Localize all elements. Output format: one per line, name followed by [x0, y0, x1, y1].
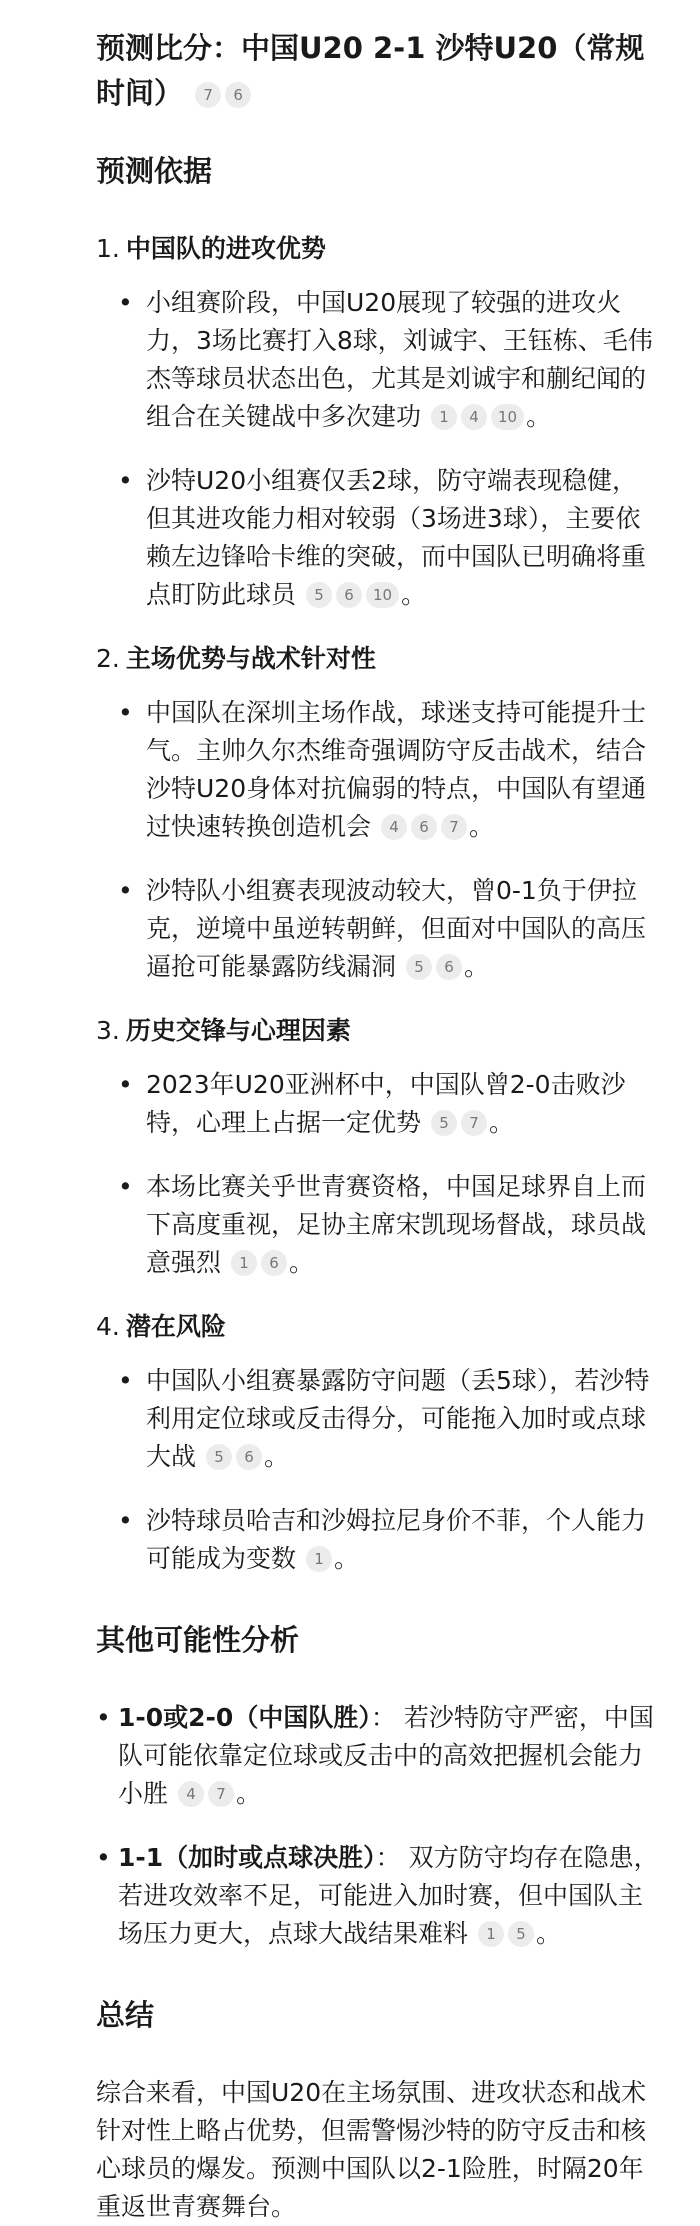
list-item: [118, 872, 660, 986]
list-item-text: 沙特球员哈吉和沙姆拉尼身价不菲，个人能力可能成为变数: [146, 1506, 647, 1573]
list-item-end: 。: [535, 1919, 561, 1948]
list-item-end: 。: [333, 1544, 359, 1573]
scenario-label: 1-0或2-0（中国队胜）: [118, 1703, 371, 1732]
other-heading: 其他可能性分析: [96, 1623, 300, 1657]
citation-badge[interactable]: 1: [478, 1921, 504, 1947]
list-item: [118, 462, 660, 614]
citation-badge[interactable]: 1: [431, 404, 457, 430]
item-number: 1.: [96, 234, 120, 263]
item-label: 中国队的进攻优势: [125, 234, 326, 263]
citation-badge[interactable]: 4: [461, 404, 487, 430]
citation-badge[interactable]: 1: [231, 1250, 257, 1276]
sub-list: [118, 284, 660, 614]
list-item: [118, 1362, 660, 1476]
citation-badge[interactable]: 7: [441, 814, 467, 840]
list-item: [96, 1839, 660, 1953]
item-number: 4.: [96, 1312, 120, 1341]
list-item-end: 。: [263, 1442, 289, 1471]
list-item-end: 。: [235, 1779, 261, 1808]
separator: ：: [375, 1843, 401, 1872]
list-item-text: 双方防守均存在隐患，若进攻效率不足，可能进入加时赛，但中国队主场压力更大，点球大战结果难料: [118, 1843, 659, 1948]
list-item: [96, 1699, 660, 1813]
scenario-label: 1-1（加时或点球决胜）: [118, 1843, 376, 1872]
sub-list: [118, 1362, 660, 1578]
basis-item-attack: [96, 230, 660, 268]
item-label: 历史交锋与心理因素: [125, 1016, 351, 1045]
sub-list: [118, 1066, 660, 1282]
list-item-text: 沙特队小组赛表现波动较大，曾0-1负于伊拉克，逆境中虽逆转朝鲜，但面对中国队的高压逼抢可能暴露防线漏洞: [146, 876, 647, 981]
citation-badge[interactable]: 5: [431, 1110, 457, 1136]
sub-list: [118, 694, 660, 986]
list-item: [118, 1502, 660, 1578]
list-item-text: 小组赛阶段，中国U20展现了较强的进攻火力，3场比赛打入8球，刘诚宇、王钰栋、毛伟杰等球员状态出色，尤其是刘诚宇和蒯纪闻的组合在关键战中多次建功: [146, 288, 653, 431]
citation-badge[interactable]: 5: [508, 1921, 534, 1947]
list-item: [118, 284, 660, 436]
list-item-text: 沙特U20小组赛仅丢2球，防守端表现稳健，但其进攻能力相对较弱（3场进3球），主要依赖左边锋哈卡维的突破，而中国队已明确将重点盯防此球员: [146, 466, 647, 609]
citation-badge[interactable]: 6: [411, 814, 437, 840]
citation-badge[interactable]: 10: [366, 582, 399, 608]
citation-badge[interactable]: 5: [206, 1444, 232, 1470]
citation-badge[interactable]: 6: [225, 82, 251, 108]
title-text: 预测比分：中国U20 2-1 沙特U20（常规时间）: [96, 31, 645, 110]
list-item-end: 。: [288, 1248, 314, 1277]
basis-item-history: [96, 1012, 660, 1050]
list-item-text: 若沙特防守严密，中国队可能依靠定位球或反击中的高效把握机会能力小胜: [118, 1703, 654, 1808]
citation-badge[interactable]: 6: [336, 582, 362, 608]
basis-item-risks: [96, 1308, 660, 1346]
citation-badge[interactable]: 1: [306, 1546, 332, 1572]
summary-heading: 总结: [96, 1998, 155, 2032]
list-item: [118, 1066, 660, 1142]
list-item-end: 。: [463, 952, 489, 981]
citation-badge[interactable]: 5: [306, 582, 332, 608]
list-item-end: 。: [526, 402, 552, 431]
summary-paragraph: 综合来看，中国U20在主场氛围、进攻状态和战术针对性上略占优势，但需警惕沙特的防守反击和核心球员的爆发。预测中国队以2-1险胜，时隔20年重返世青赛舞台。: [96, 2078, 647, 2221]
list-item-end: 。: [488, 1108, 514, 1137]
item-number: 3.: [96, 1016, 120, 1045]
basis-heading: 预测依据: [96, 154, 213, 188]
list-item-end: 。: [468, 812, 494, 841]
item-number: 2.: [96, 644, 120, 673]
list-item-end: 。: [401, 580, 427, 609]
citation-badge[interactable]: 6: [236, 1444, 262, 1470]
list-item-text: 中国队在深圳主场作战，球迷支持可能提升士气。主帅久尔杰维奇强调防守反击战术，结合沙特U20身体对抗偏弱的特点，中国队有望通过快速转换创造机会: [146, 698, 647, 841]
list-item-text: 2023年U20亚洲杯中，中国队曾2-0击败沙特，心理上占据一定优势: [146, 1070, 626, 1137]
basis-item-home-advantage: [96, 640, 660, 678]
citation-badge[interactable]: 4: [178, 1781, 204, 1807]
citation-badge[interactable]: 5: [406, 954, 432, 980]
citation-badge[interactable]: 7: [195, 82, 221, 108]
list-item: [118, 694, 660, 846]
citation-badge[interactable]: 7: [461, 1110, 487, 1136]
citation-badge[interactable]: 6: [261, 1250, 287, 1276]
item-label: 潜在风险: [125, 1312, 226, 1341]
item-label: 主场优势与战术针对性: [125, 644, 376, 673]
citation-badge[interactable]: 7: [208, 1781, 234, 1807]
list-item-text: 本场比赛关乎世青赛资格，中国足球界自上而下高度重视，足协主席宋凯现场督战，球员战意强烈: [146, 1172, 647, 1277]
citation-badge[interactable]: 10: [491, 404, 524, 430]
citation-badge[interactable]: 4: [381, 814, 407, 840]
list-item: [118, 1168, 660, 1282]
prediction-title: [96, 26, 660, 116]
separator: ：: [370, 1703, 396, 1732]
citation-badge[interactable]: 6: [436, 954, 462, 980]
list-item-text: 中国队小组赛暴露防守问题（丢5球），若沙特利用定位球或反击得分，可能拖入加时或点球大战: [146, 1366, 650, 1471]
